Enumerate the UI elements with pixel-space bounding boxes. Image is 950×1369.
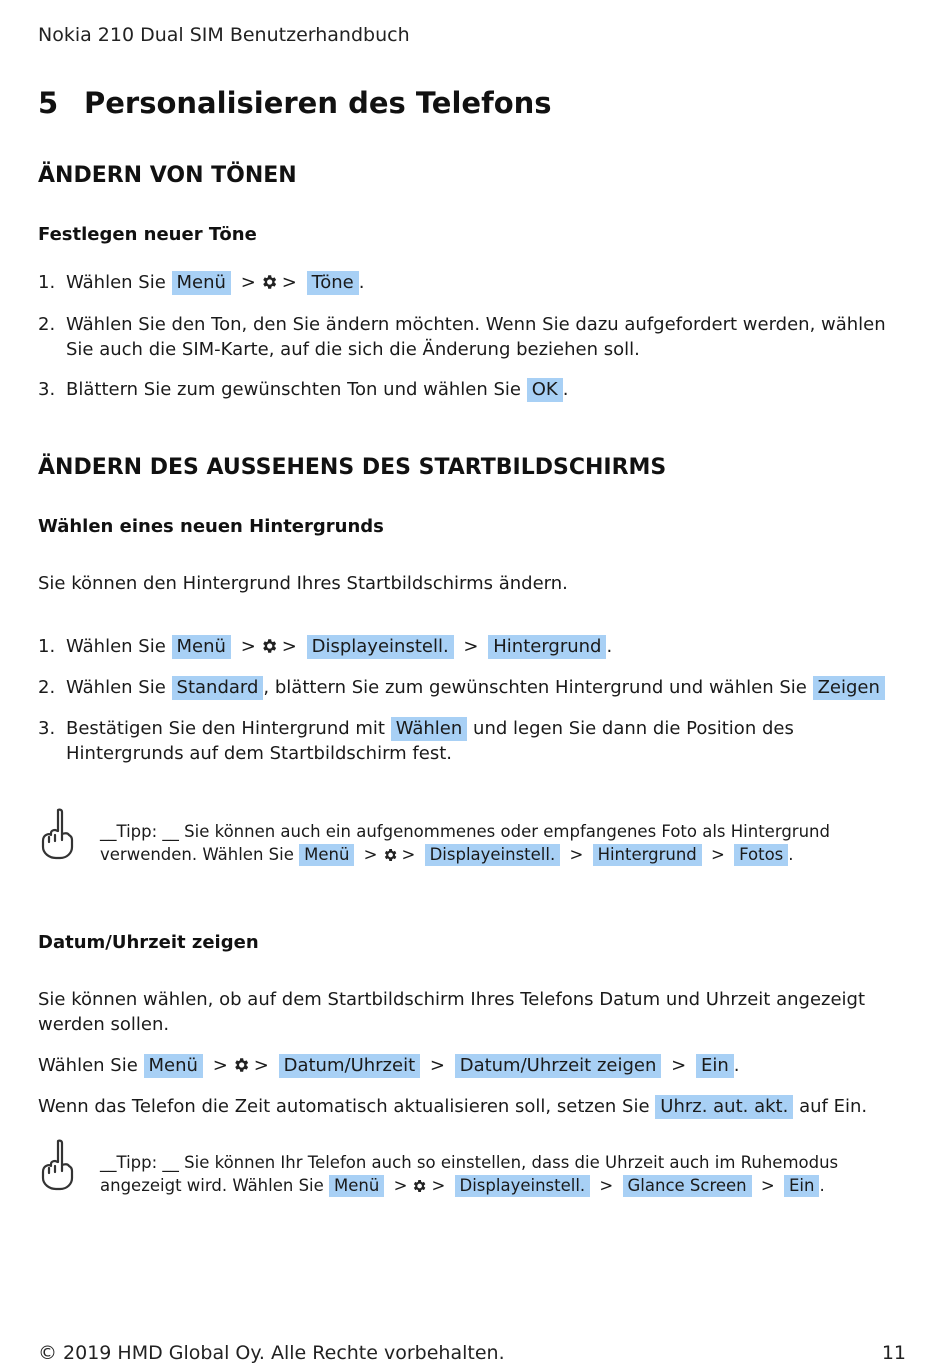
step-text: Wählen Sie [66,636,166,657]
tip-lead: __Tipp: __ Sie können auch ein aufgenommenes oder empfangenes Foto als Hintergrund verwenden. Wählen Sie [100,822,830,864]
document-header-title: Nokia 210 Dual SIM Benutzerhandbuch [38,24,410,46]
intro-text: Sie können wählen, ob auf dem Startbildschirm Ihres Telefons Datum und Uhrzeit angezeigt werden sollen. [38,989,866,1035]
datetime-label: Datum/Uhrzeit [279,1054,421,1078]
section-heading-tones: ÄNDERN VON TÖNEN [38,163,297,188]
separator: > [240,636,256,657]
tip-text [100,820,900,866]
menu-label: Menü [144,1054,203,1078]
glance-screen-label: Glance Screen [623,1175,752,1197]
step-text: Wählen Sie den Ton, den Sie ändern möchten. Wenn Sie dazu aufgefordert werden, wählen Sie auch die SIM-Karte, auf die sich die Änderung beziehen soll. [66,314,886,360]
display-settings-label: Displayeinstell. [455,1175,591,1197]
intro-text: Sie können den Hintergrund Ihres Startbildschirms ändern. [38,573,568,594]
tip-text [100,1151,900,1197]
separator: > [240,272,256,293]
list-item [38,270,898,295]
tones-label: Töne [307,271,359,295]
subheading-new-background: Wählen eines neuen Hintergrunds [38,516,384,537]
display-settings-label: Displayeinstell. [307,635,454,659]
separator: > [281,272,297,293]
list-item [38,377,898,402]
menu-label: Menü [172,635,231,659]
step-text: , blättern Sie zum gewünschten Hintergrund und wählen Sie [263,677,807,698]
step-suffix: . [606,636,613,657]
subheading-new-tones: Festlegen neuer Töne [38,224,257,245]
step-text: und legen Sie dann die Position des Hintergrunds auf dem Startbildschirm fest. [66,718,794,764]
select-label: Wählen [391,717,468,741]
pointing-hand-icon [38,806,74,860]
menu-label: Menü [172,271,231,295]
list-number: 2. [38,314,56,335]
menu-label: Menü [299,844,354,866]
pointing-hand-icon [38,1137,74,1191]
chapter-title-text: Personalisieren des Telefons [84,86,552,120]
auto-time-label: Uhrz. aut. akt. [655,1095,793,1119]
gear-icon [260,273,278,291]
step-text: auf Ein. [799,1096,868,1117]
subheading-datetime: Datum/Uhrzeit zeigen [38,932,259,953]
step-text: Wenn das Telefon die Zeit automatisch aktualisieren soll, setzen Sie [38,1096,650,1117]
page-number: 11 [881,1342,906,1364]
section-heading-home-screen: ÄNDERN DES AUSSEHENS DES STARTBILDSCHIRMS [38,455,667,480]
standard-label: Standard [172,676,264,700]
separator: > [429,1055,445,1076]
step-text: Wählen Sie [66,272,166,293]
step-suffix: . [562,379,569,400]
separator: > [253,1055,269,1076]
separator: > [599,1176,614,1195]
step-suffix: . [358,272,365,293]
on-label: Ein [784,1175,819,1197]
step-suffix: . [733,1055,740,1076]
chapter-title [38,86,552,120]
list-number: 2. [38,677,56,698]
show-label: Zeigen [813,676,885,700]
step-text: Bestätigen Sie den Hintergrund mit [66,718,385,739]
separator: > [393,1176,408,1195]
separator: > [281,636,297,657]
step-text: Wählen Sie [66,677,166,698]
separator: > [569,845,584,864]
background-label: Hintergrund [593,844,702,866]
menu-label: Menü [329,1175,384,1197]
tip-suffix: . [819,1176,825,1195]
separator: > [463,636,479,657]
show-datetime-label: Datum/Uhrzeit zeigen [455,1054,662,1078]
chapter-number: 5 [38,86,59,120]
instruction-line [38,1094,908,1119]
step-text: Blättern Sie zum gewünschten Ton und wählen Sie [66,379,522,400]
separator: > [711,845,725,864]
list-number: 1. [38,636,56,657]
separator: > [760,1176,775,1195]
separator: > [212,1055,228,1076]
list-item [38,675,918,700]
photos-label: Fotos [734,844,788,866]
separator: > [363,845,378,864]
display-settings-label: Displayeinstell. [425,844,561,866]
list-item [38,312,898,362]
list-item [38,634,898,659]
tip-lead: __Tipp: __ Sie können Ihr Telefon auch so einstellen, dass die Uhrzeit auch im Ruhemodus angezeigt wird. Wählen Sie [100,1153,839,1195]
gear-icon [232,1056,250,1074]
background-label: Hintergrund [488,635,606,659]
tip-suffix: . [788,845,794,864]
gear-icon [382,847,398,863]
separator: > [671,1055,687,1076]
separator: > [401,845,416,864]
step-text: Wählen Sie [38,1055,138,1076]
list-number: 3. [38,718,56,739]
on-label: Ein [696,1054,734,1078]
list-item [38,716,898,766]
instruction-line [38,1053,908,1078]
list-number: 3. [38,379,56,400]
list-number: 1. [38,272,56,293]
separator: > [431,1176,446,1195]
ok-label: OK [527,378,563,402]
gear-icon [260,637,278,655]
footer-copyright: © 2019 HMD Global Oy. Alle Rechte vorbehalten. [38,1342,505,1364]
gear-icon [411,1178,427,1194]
